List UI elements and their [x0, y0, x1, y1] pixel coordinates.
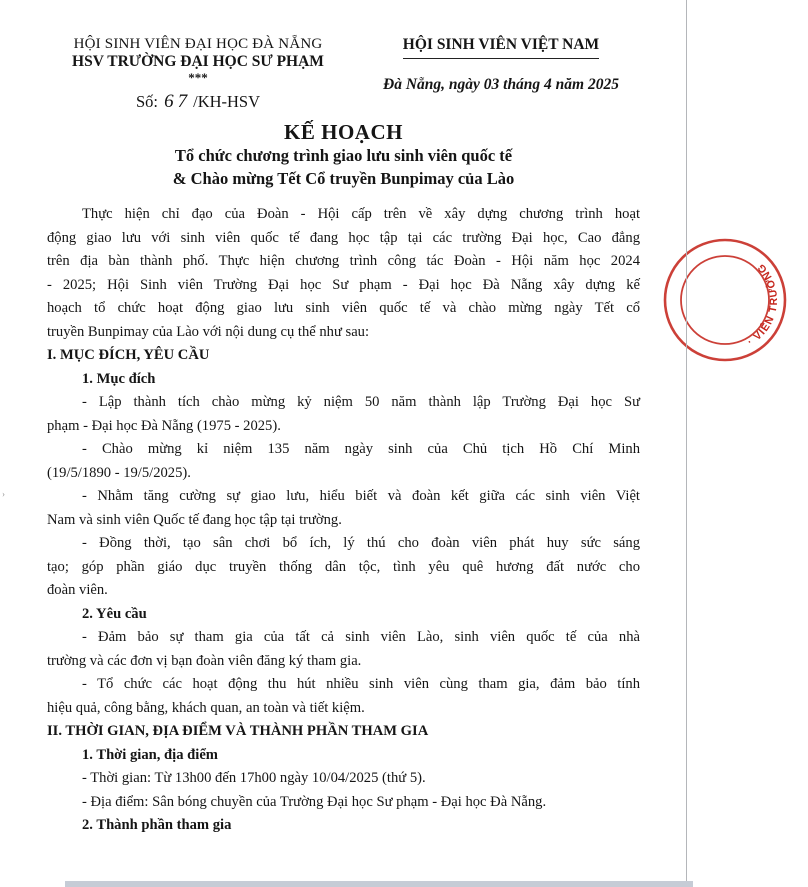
title-block	[47, 120, 640, 190]
body-line: truyền Bunpimay của Lào với nội dung cụ thể như sau:	[47, 323, 370, 340]
body-line: Nam và sinh viên Quốc tế đang học tập tại trường.	[47, 511, 342, 528]
body-line: I. MỤC ĐÍCH, YÊU CẦU	[47, 347, 210, 363]
body-line: - Địa điểm: Sân bóng chuyền của Trường Đại học Sư phạm - Đại học Đà Nẵng.	[82, 793, 547, 810]
document-number-handwritten: 67	[164, 91, 192, 112]
body-line: 2. Thành phần tham gia	[82, 817, 232, 833]
document-body	[47, 203, 640, 838]
document-subtitle-1: Tổ chức chương trình giao lưu sinh viên quốc tế	[174, 146, 513, 165]
body-line: (19/5/1890 - 19/5/2025).	[47, 464, 191, 481]
body-line: đoàn viên.	[47, 582, 108, 598]
body-line: 1. Mục đích	[82, 370, 156, 387]
body-line: - 2025; Hội Sinh viên Trường Đại học Sư phạm - Đại học Đà Nẵng xây dựng kế	[47, 276, 640, 293]
document-header	[40, 36, 646, 113]
national-org-name: HỘI SINH VIÊN VIỆT NAM	[403, 36, 599, 59]
body-line: - Đồng thời, tạo sân chơi bổ ích, lý thú cho đoàn viên phát huy sức sáng	[82, 535, 640, 551]
scan-artifact: ›	[2, 489, 5, 499]
body-line: động giao lưu với sinh viên quốc tế đang học tập tại các trường Đại học, Cao đẳng	[47, 229, 640, 246]
body-line: hoạch tổ chức hoạt động giao lưu sinh viên quốc tế và chào mừng ngày Tết cổ	[47, 300, 640, 316]
circular-red-stamp	[648, 230, 808, 390]
body-line: - Tổ chức các hoạt động thu hút nhiều sinh viên cùng tham gia, đảm bảo tính	[82, 676, 640, 692]
body-line: - Lập thành tích chào mừng kỷ niệm 50 năm thành lập Trường Đại học Sư	[82, 394, 640, 410]
body-line: hiệu quả, công bằng, khách quan, an toàn và tiết kiệm.	[47, 699, 365, 716]
body-line: II. THỜI GIAN, ĐỊA ĐIỂM VÀ THÀNH PHẦN THAM GIA	[47, 723, 429, 739]
header-separator: ***	[188, 70, 208, 85]
national-org-block	[356, 36, 646, 113]
document-number-suffix: /KH-HSV	[193, 92, 261, 111]
body-line: Thực hiện chỉ đạo của Đoàn - Hội cấp trên về xây dựng chương trình hoạt	[82, 206, 640, 222]
body-line: 2. Yêu cầu	[82, 605, 147, 622]
parent-org-name: HỘI SINH VIÊN ĐẠI HỌC ĐÀ NẴNG	[73, 36, 323, 52]
stamp-text: · VIÊN TRƯỜNG	[745, 260, 781, 349]
body-line: - Thời gian: Từ 13h00 đến 17h00 ngày 10/04/2025 (thứ 5).	[82, 770, 426, 786]
body-line: trường và các đơn vị bạn đoàn viên đăng ký tham gia.	[47, 652, 362, 669]
issuing-org-name: HSV TRƯỜNG ĐẠI HỌC SƯ PHẠM	[72, 53, 324, 70]
body-line: trên địa bàn thành phố. Thực hiện chương trình công tác Đoàn - Hội năm học 2024	[47, 253, 640, 269]
body-line: - Đảm bảo sự tham gia của tất cả sinh viên Lào, sinh viên quốc tế của nhà	[82, 629, 640, 645]
body-line: - Nhằm tăng cường sự giao lưu, hiểu biết và đoàn kết giữa các sinh viên Việt	[82, 488, 640, 504]
document-number	[40, 91, 356, 113]
body-line: 1. Thời gian, địa điểm	[82, 746, 218, 763]
body-line: phạm - Đại học Đà Nẵng (1975 - 2025).	[47, 417, 281, 434]
body-line: - Chào mừng kỉ niệm 135 năm ngày sinh của Chủ tịch Hồ Chí Minh	[82, 441, 640, 457]
viewer-bottom-bar	[65, 881, 693, 887]
issuing-org-block	[40, 36, 356, 113]
body-line: tạo; góp phần giáo dục truyền thống dân tộc, tình yêu quê hương đất nước cho	[47, 558, 640, 575]
place-date-line: Đà Nẵng, ngày 03 tháng 4 năm 2025	[383, 76, 619, 93]
document-number-prefix: Số:	[135, 92, 158, 111]
document-title: KẾ HOẠCH	[284, 120, 403, 144]
document-subtitle-2: & Chào mừng Tết Cổ truyền Bunpimay của Lào	[172, 168, 515, 188]
page-edge-line	[686, 0, 687, 887]
